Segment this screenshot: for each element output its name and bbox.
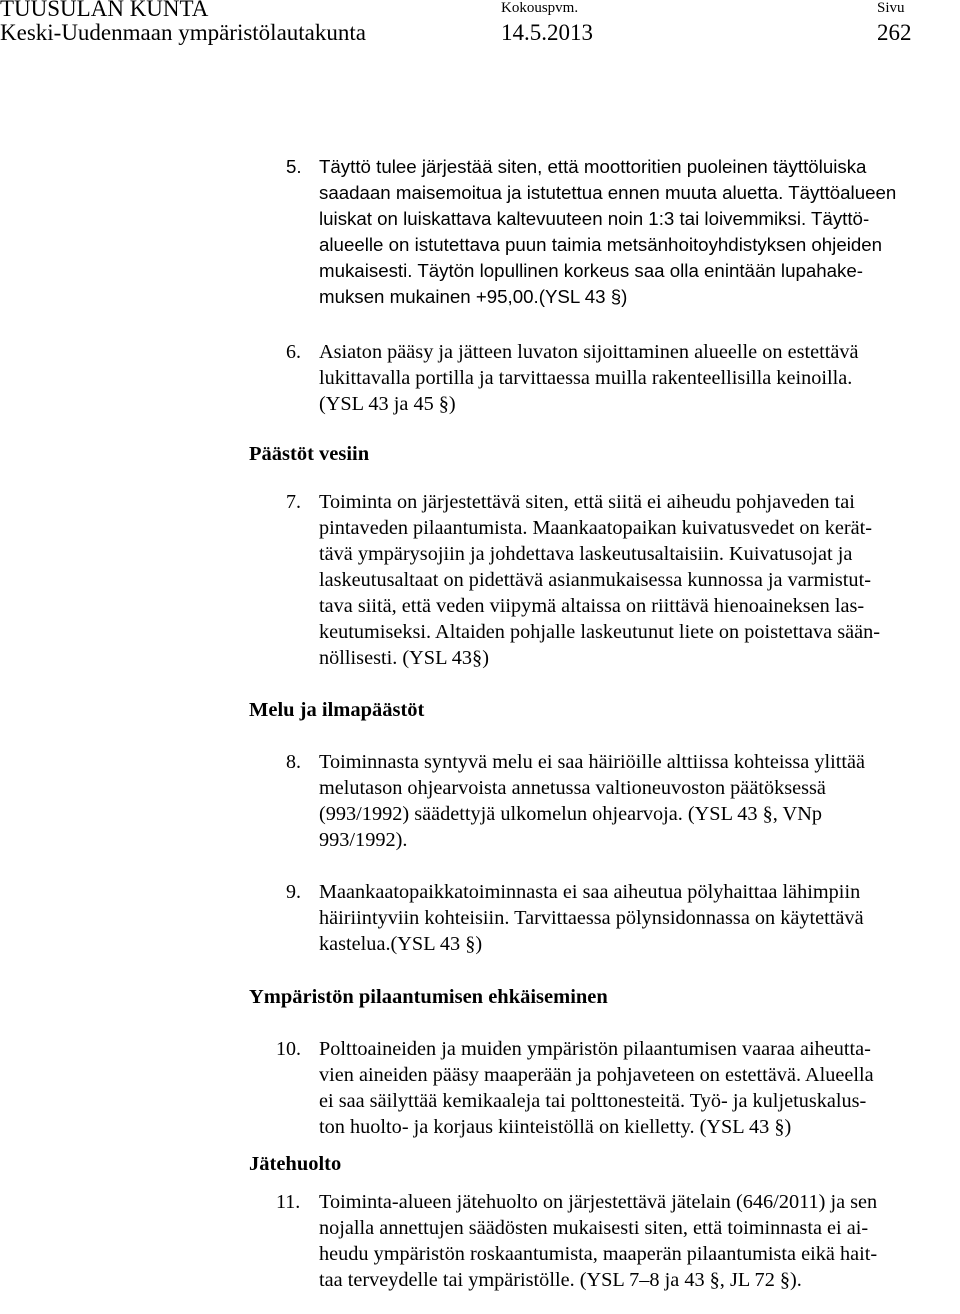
item-line: melutason ohjearvoista annetussa valtioneuvoston päätöksessä xyxy=(319,777,826,799)
item-number: 11. xyxy=(276,1191,301,1213)
item-line: Täyttö tulee järjestää siten, että moottoritien puoleinen täyttöluiska xyxy=(319,156,867,177)
item-line: lukittavalla portilla ja tarvittaessa muilla rakenteellisilla keinoilla. xyxy=(319,367,853,389)
item-line: tava siitä, että veden viipymä altaissa on riittävä hienoaineksen las- xyxy=(319,595,865,617)
item-line: laskeutusaltaat on pidettävä asianmukaisessa kunnossa ja varmistut- xyxy=(319,569,871,591)
item-line: luiskat on luiskattava kaltevuuteen noin 1:3 tai loivemmiksi. Täyttö- xyxy=(319,208,870,229)
condition-item-10 xyxy=(0,1036,960,1140)
item-line: 993/1992). xyxy=(319,829,408,851)
item-line: muksen mukainen +95,00.(YSL 43 §) xyxy=(319,286,628,307)
item-line: ei saa säilyttää kemikaaleja tai polttonesteitä. Työ- ja kuljetuskalus- xyxy=(319,1090,867,1112)
condition-item-11 xyxy=(0,1189,960,1293)
item-line: Polttoaineiden ja muiden ympäristön pilaantumisen vaaraa aiheutta- xyxy=(319,1038,871,1060)
page-number: 262 xyxy=(877,20,912,45)
item-line: Toiminta on järjestettävä siten, että siitä ei aiheudu pohjaveden tai xyxy=(319,491,855,513)
item-line: häiriintyviin kohteisiin. Tarvittaessa pölynsidonnassa on käytettävä xyxy=(319,907,864,929)
board-name: Keski-Uudenmaan ympäristölautakunta xyxy=(0,20,366,45)
item-line: Toiminta-alueen jätehuolto on järjestettävä jätelain (646/2011) ja sen xyxy=(319,1191,878,1213)
item-line: (YSL 43 ja 45 §) xyxy=(319,393,456,415)
section-heading-jatehuolto: Jätehuolto xyxy=(249,1153,342,1175)
condition-item-8 xyxy=(0,749,960,853)
section-heading-pilaantuminen: Ympäristön pilaantumisen ehkäiseminen xyxy=(249,986,608,1008)
item-line: taa terveydelle tai ympäristölle. (YSL 7–8 ja 43 §, JL 72 §). xyxy=(319,1269,802,1291)
item-number: 5. xyxy=(286,156,302,177)
condition-item-6 xyxy=(0,339,960,417)
meeting-date: 14.5.2013 xyxy=(501,20,593,45)
item-line: mukaisesti. Täytön lopullinen korkeus saa olla enintään lupahake- xyxy=(319,260,863,281)
organization-name: TUUSULAN KUNTA xyxy=(0,0,209,21)
item-number: 6. xyxy=(286,341,301,363)
item-line: kastelua.(YSL 43 §) xyxy=(319,933,483,955)
page-label: Sivu xyxy=(877,0,905,16)
item-number: 10. xyxy=(276,1038,301,1060)
condition-item-9 xyxy=(0,879,960,957)
item-line: Asiaton pääsy ja jätteen luvaton sijoittaminen alueelle on estettävä xyxy=(319,341,859,363)
item-line: nojalla annettujen säädösten mukaisesti siten, että toiminnasta ei ai- xyxy=(319,1217,869,1239)
item-line: alueelle on istutettava puun taimia metsänhoitoyhdistyksen ohjeiden xyxy=(319,234,883,255)
item-number: 8. xyxy=(286,751,301,773)
item-line: vien aineiden pääsy maaperään ja pohjaveteen on estettävä. Alueella xyxy=(319,1064,874,1086)
item-line: tävä ympärysojiin ja johdettava laskeutusaltaisiin. Kuivatusojat ja xyxy=(319,543,853,565)
item-line: pintaveden pilaantumista. Maankaatopaikan kuivatusvedet on kerät- xyxy=(319,517,873,539)
document-body xyxy=(0,150,960,1293)
section-heading-paastot-vesiin: Päästöt vesiin xyxy=(249,443,370,465)
meeting-date-label: Kokouspvm. xyxy=(501,0,579,16)
condition-item-7 xyxy=(0,489,960,671)
document-header xyxy=(0,0,960,52)
item-line: keutumiseksi. Altaiden pohjalle laskeutunut liete on poistettava sään- xyxy=(319,621,880,643)
item-line: heudu ympäristön roskaantumista, maaperän pilaantumista eikä hait- xyxy=(319,1243,878,1265)
item-line: Maankaatopaikkatoiminnasta ei saa aiheutua pölyhaittaa lähimpiin xyxy=(319,881,861,903)
item-line: (993/1992) säädettyjä ulkomelun ohjearvoja. (YSL 43 §, VNp xyxy=(319,803,822,825)
item-line: ton huolto- ja korjaus kiinteistöllä on kielletty. (YSL 43 §) xyxy=(319,1116,792,1138)
condition-item-5 xyxy=(0,154,960,310)
item-line: nöllisesti. (YSL 43§) xyxy=(319,647,489,669)
item-number: 7. xyxy=(286,491,301,513)
section-heading-melu: Melu ja ilmapäästöt xyxy=(249,699,425,721)
item-line: Toiminnasta syntyvä melu ei saa häiriöille alttiissa kohteissa ylittää xyxy=(319,751,866,773)
item-number: 9. xyxy=(286,881,301,903)
item-line: saadaan maisemoitua ja istutettua ennen muuta aluetta. Täyttöalueen xyxy=(319,182,897,203)
